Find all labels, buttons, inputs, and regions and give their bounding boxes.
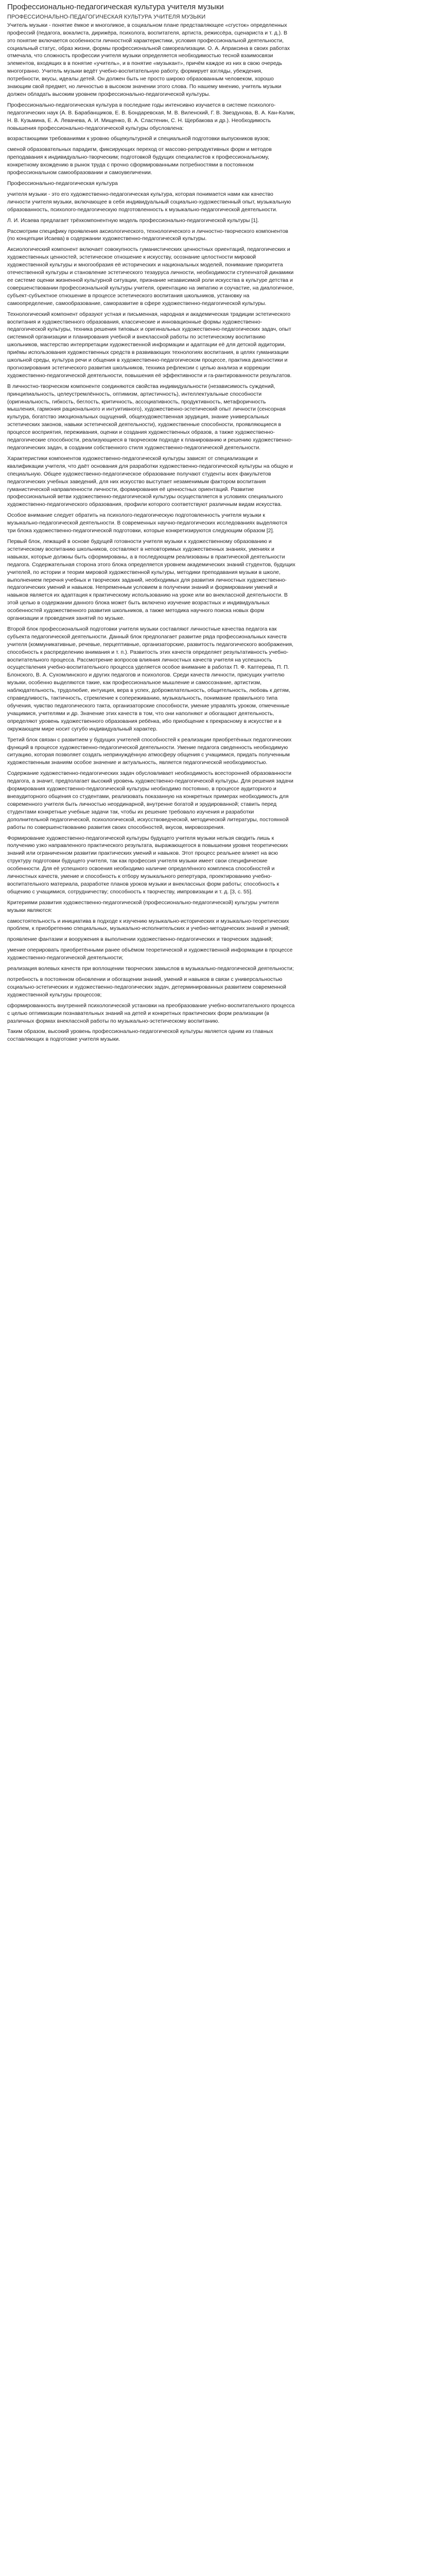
article-paragraph: Учитель музыки - понятие ёмкое и многоликое, в социальном плане представляющее «сгусток» определенных профессий (педагога, вокалиста, дирижёра, психолога, воспитателя, артиста, режиссёра, сценариста и т. д.). В это понятие включается особенности личностной характеристики, условия профессиональной деятельности, социальный статус, образ жизни, формы профессиональной самореализации. О. А. Апраксина в своих работах отмечала, что сложность профессии учителя музыки определяется необходимостью тесной взаимосвязи элементов, входящих в в понятие «учитель», и в понятие «музыкант», причём каждое из них в свою очередь многогранно. Учитель музыки ведёт учебно-воспитательную работу, формирует взгляды, убеждения, потребности, вкусы, идеалы детей. Он должен быть не просто широко образованным человеком, хорошо знающим свой предмет, но личностью в высоком значении этого слова. По нашему мнению, учитель музыки должен обладать высоким уровнем профессионально-педагогической культуры. bbox=[7, 22, 290, 97]
article-page bbox=[0, 0, 436, 1052]
article-paragraph: Первый блок, лежащий в основе будущей готовности учителя музыки к художественному образованию и эстетическому воспитанию школьников, составляют в неповторимых художественных знаниях, умениях и навыках, которые должны быть сформированы, а в последующем реализованы в практической деятельности педагога. Содержательная сторона этого блока определяется уровнем академических знаний студентов, будущих учителей, по истории и теории мировой художественной культуры, методики преподавания музыки в школе, выполнением перечня учебных и творческих заданий, необходимых для развития личностных художественно-педагогических умений и навыков. Непременным условием в получении знаний и формировании умений и навыков является их адаптация к практическому использованию на уроке или во внеклассной деятельности. В этой целью в содержании данного блока может быть включено изучение возрастных и индивидуальных особенностей художественного развития школьников, а также методика научного поиска новых форм организации и проведения занятий по музыке. bbox=[7, 538, 295, 622]
article-paragraph: Второй блок профессиональной подготовки учителя музыки составляют личностные качества педагога как субъекта педагогической деятельности. Данный блок предполагает развитие ряда профессиональных качеств учителя (коммуникативные, речевые, перцептивные, организаторские, развитость педагогического воображения, способность к распределению внимания и т. п.). Развитость этих качеств определяет результативность учебно-воспитательного процесса. Рассмотрение вопросов влияния личностных качеств учителя на успешность осуществления учебно-воспитательного процесса уделяется особое внимание в работах П. Ф. Каптерева, П. П. Блонского, В. А. Сухомлинского и других педагогов и психологов. Среди качеств личности, присущих учителю музыки, особенно выделяются такие, как профессиональное мышление и самосознание, артистизм, наблюдательность, трудолюбие, интуиция, вера в успех, доброжелательность, общительность, любовь к детям, справедливость, тактичность, стремление к сопереживанию, музыкальность, понимание правильного типа обучения, чувство педагогического такта, организаторские способности, умение управлять уроком, отмеченные учащимися, учителями и др. Значение этих качеств в том, что они наполняют и обогащают деятельность, определяют уровень художественного образования ребёнка, ибо приобщение к прекрасному в искусстве и в окружающем мире носит сугубо индивидуальный характер. bbox=[7, 625, 293, 732]
article-paragraph: Таким образом, высокий уровень профессионально-педагогической культуры является одним из главных составляющих в подготовке учителя музыки. bbox=[7, 1028, 273, 1043]
article-paragraph: Профессионально-педагогическая культура в последние годы интенсивно изучается в системе психолого-педагогических наук (А. В. Барабанщиков, Е. В. Бондаревская, М. В. Виленский, Г. В. Звездунова, В. А. Кан-Калик, Н. В. Кузьмина, Е. А. Левачева, А. И. Мищенко, В. А. Сластенин, С. Н. Щербакова и др.). Необходимость повышения профессионально-педагогической культуры обусловлена: bbox=[7, 101, 295, 131]
article-paragraph: сформированность внутренней психологической установки на преобразование учебно-воспитательного процесса с целью оптимизации познавательных знаний на детей и конкретных практических форм реализации (в различных формах внеклассной работы по музыкально-эстетическому воспитанию. bbox=[7, 1002, 295, 1024]
article-paragraph: Третий блок связан с развитием у будущих учителей способностей к реализации приобретённых педагогических функций в процессе художественно-педагогической деятельности. Умение педагога сведенность необходимую ситуацию, которая позволяет создать непринуждённую атмосферу общения с учащимися, придать полученным художественным знаниям особое значение и актуальность, является педагогической необходимостью. bbox=[7, 736, 292, 766]
article-paragraph: реализация волевых качеств при воплощении творческих замыслов в музыкально-педагогической деятельности; bbox=[7, 965, 294, 972]
article-paragraph: Критериями развития художественно-педагогической (профессионально-педагогической) культуры учителя музыки являются: bbox=[7, 899, 279, 913]
article-paragraph: потребность в постоянном обновлении и обогащении знаний, умений и навыков в связи с универсальностью социально-эстетических и художественно-педагогических задач, детерминированных развитием современной художественной культуры процессов; bbox=[7, 976, 286, 998]
article-paragraph: Аксиологический компонент включает совокупность гуманистических ценностных ориентаций, педагогических и художественных ценностей, эстетическое отношение к искусству, осознание целостности мировой художественной культуры и многообразия её исторических и национальных моделей, понимание приоритета отечественной культуры и становление эстетического тезауруса личности, необходимости ступенчатой динамики ее системе оценки жизненной культурной ситуации, признание независимой роли искусства в культуре детства и совершенствовании профессиональной культуры учителя, ориентацию на эмпатию и соучастие, на диалогичное, субъект-субъектное отношение в процессе эстетического воспитания школьников, установку на самоопределение, самообразование, саморазвитие в сфере художественно-педагогической культуры. bbox=[7, 246, 294, 307]
article-subtitle: ПРОФЕССИОНАЛЬНО-ПЕДАГОГИЧЕСКАЯ КУЛЬТУРА УЧИТЕЛЯ МУЗЫКИ bbox=[7, 13, 206, 20]
article-paragraph: Профессионально-педагогическая культура bbox=[7, 180, 118, 187]
article-paragraph: В личностно-творческом компоненте соединяются свойства индивидуальности (независимость суждений, принципиальность, целеустремлённость, оптимизм, артистичность), интеллектуальные способности (оригинальность, гибкость, беглость, критичность, ассоциативность, продуктивность, метафоричность мышления, гармония рационального и интуитивного), художественно-эстетический опыт личности (сенсорная культура, богатство эмоциональных ощущений, общехудожественная эрудиция, знание универсальных эстетических законов, навыки эстетической деятельности), художественные способности, проявляющиеся в процессе восприятия, переживания, оценки и создания художественных образов, а также художественно-педагогические способности, реализующиеся в творческом подходе к планированию и решению художественно-педагогических задач, в создании собственного стиля художественно-педагогической деятельности. bbox=[7, 383, 293, 451]
article-paragraph: учителя музыки - это его художественно-педагогическая культура, которая понимается нами как качество личности учителя музыки, включающее в себя индивидуальный социально-художественный опыт, музыкальную образованность, психолого-педагогическую подготовленность к музыкально-педагогической деятельности. bbox=[7, 191, 291, 213]
article-paragraph: сменой образовательных парадигм, фиксирующих переход от массово-репродуктивных форм и методов преподавания к индивидуально-творческим; подготовкой будущих специалистов к профессиональному, конкретному вхождению в рынок труда с прочно сформированными потребностями в постоянном профессиональном самообразовании и самоувеличении. bbox=[7, 146, 272, 176]
article-paragraph: проявление фантазии и вооружения в выполнении художественно-педагогических и творческих заданий; bbox=[7, 936, 273, 943]
article-body bbox=[7, 22, 429, 1043]
article-paragraph: Л. И. Исаева предлагает трёхкомпонентную модель профессионально-педагогической культуры [1]. bbox=[7, 217, 259, 224]
article-paragraph: Характеристики компонентов художественно-педагогической культуры зависят от специализации и квалификации учителя, что даёт основания для разработки художественно-педагогической культуры на общую и специальную. Общее художественно-педагогическое образование получают студенты всех факультетов педагогических учебных заведений, для них искусство выступает незаменимым фактором воспитания гуманистической направленности личности, формирования её ценностных ориентаций. Развитие профессиональной ветви художественно-педагогической культуры осуществляется в условиях специального художественно-педагогического образования, профили которого соответствуют различным видам искусства. bbox=[7, 455, 293, 508]
article-paragraph: самостоятельность и инициатива в подходе к изучению музыкально-исторических и музыкально-теоретических проблем, к приобретению специальных, музыкально-исполнительских и учебно-методических знаний и умений; bbox=[7, 918, 290, 932]
article-paragraph: умение оперировать приобретёнными ранее объёмом теоретической и художественной информации в процессе художественно-педагогической деятельности; bbox=[7, 947, 293, 961]
article-paragraph: Содержание художественно-педагогических задач обусловливает необходимость всесторонней образованности педагога, а значит, предполагает высокий уровень художественно-педагогической культуры. Для решения задачи формирования художественно-педагогической культуры необходимо постоянно, в процессе аудиторного и внеаудиторного общения со студентами, реализовать показанную на конкретных примерах необходимость для современного учителя быть личностью неординарной, внутренне богатой и эрудированной; ставить перед студентами конкретные учебные задачи так, чтобы их решение требовало изучения и разработки дополнительной педагогической, психологической, искусствоведческой, методической литературы, постоянной работы по совершенствованию развития своих способностей, вкусов, мировоззрения. bbox=[7, 770, 293, 831]
article-paragraph: возрастающими требованиями к уровню общекультурной и специальной подготовки выпускников вузов; bbox=[7, 135, 270, 142]
article-paragraph: Рассмотрим специфику проявления аксиологического, технологического и личностно-творческого компонентов (по концепции Исаева) в содержании художественно-педагогической культуры. bbox=[7, 228, 288, 242]
article-title: Профессионально-педагогическая культура учителя музыки bbox=[7, 3, 224, 11]
article-paragraph: Особое внимание следует обратить на психолого-педагогическую подготовленность учителя музыки к музыкально-педагогической деятельности. В современных научно-педагогических исследованиях выделяются три блока художественно-педагогической подготовки, которые конкретизируются следующим образом [2]. bbox=[7, 512, 287, 534]
article-paragraph: Формирование художественно-педагогической культуры будущего учителя музыки нельзя сводить лишь к получению узко направленного практического результата, выражающегося в повышении уровня теоретических знаний или ограниченном развитии практических умений и навыков. Этот процесс реальнее влияет на всю структуру подготовки будущего учителя, так как профессия учителя музыки имеет свои специфические особенности. Для её успешного освоения необходимо наличие определённого комплекса способностей и личностных качеств, умение и способность к отбору музыкального репертуара, проектированию учебно-воспитательного материала, разработке планов уроков музыки и внеклассных форм работы; способность к общению с учащимися, сотрудничеству; способность к творчеству, импровизации и т. д. [3, с. 55]. bbox=[7, 835, 288, 895]
article-paragraph: Технологический компонент образуют устная и письменная, народная и академическая традиции эстетического воспитания и художественного образования, классические и инновационные формы художественно-педагогической культуры, техника решения типовых и оригинальных художественно-педагогических задач, опыт системной организации и планирования учебной и внеклассной работы по эстетическому воспитанию школьников, мастерство интерпретации художественной информации и адаптации её для детской аудитории, приёмы использования художественных средств в развивающих технологиях воспитания, в целях гуманизации школьной среды, культура речи и общения в художественно-педагогическом процессе, практика диагностики и прогнозирования эстетического развития школьников, техника рефлексии с целью анализа и коррекции художественно-педагогической деятельности, повышения её эффективности и га-рантированности результатов. bbox=[7, 311, 292, 379]
